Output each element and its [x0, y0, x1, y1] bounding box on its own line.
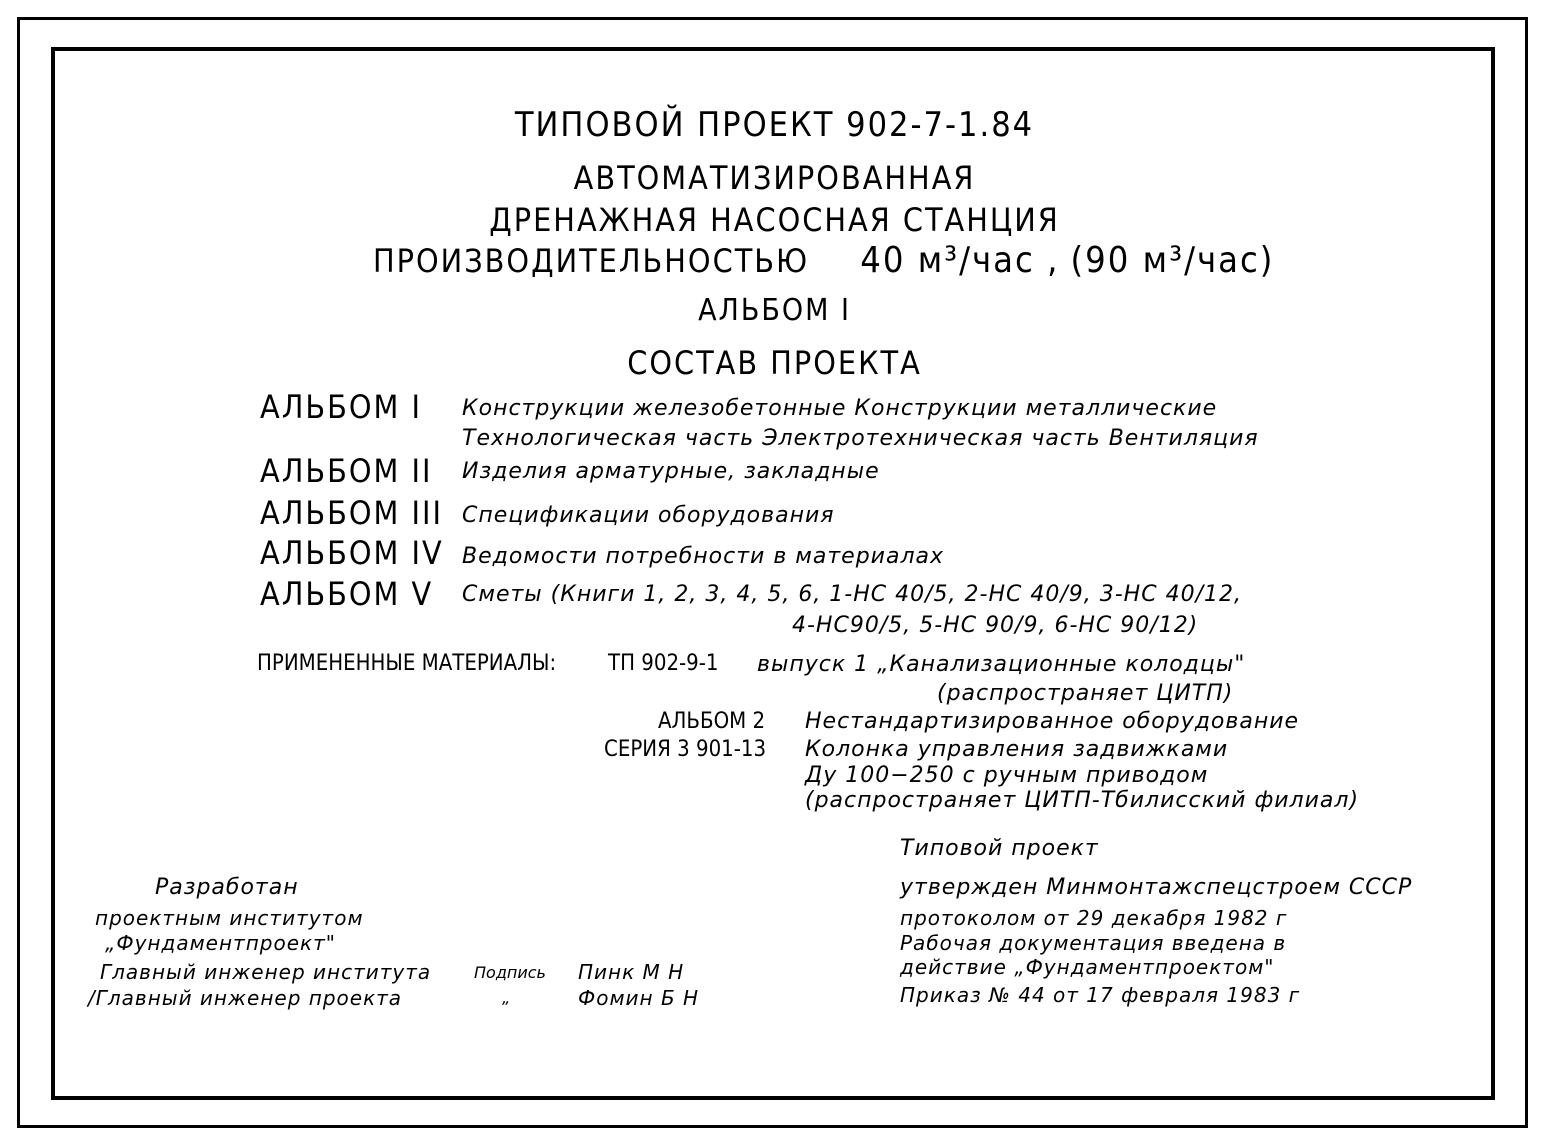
album-3-label: АЛЬБОМ III: [260, 494, 443, 532]
composition-heading: СОСТАВ ПРОЕКТА: [627, 344, 922, 382]
approval-line-6: Приказ № 44 от 17 февраля 1983 г: [900, 983, 1301, 1007]
album-5-text: Сметы (Книги 1, 2, 3, 4, 5, 6, 1-НС 40/5, 2-НС 40/9, 3-НС 40/12,: [462, 582, 1242, 607]
materials-issue-note: (распространяет ЦИТП): [937, 681, 1234, 706]
album-3-text: Спецификации оборудования: [462, 503, 835, 528]
title-line-3: [373, 240, 1275, 281]
materials-label: ПРИМЕНЕННЫЕ МАТЕРИАЛЫ:: [257, 651, 557, 676]
album-1-text-2: Технологическая часть Электротехническая часть Вентиляция: [462, 426, 1259, 451]
materials-issue: выпуск 1 „Канализационные колодцы": [757, 652, 1246, 677]
capacity-90: (90 м³/час): [1070, 240, 1275, 281]
developer-role-1: Главный инженер института: [100, 960, 432, 984]
project-number: ТИПОВОЙ ПРОЕКТ 902-7-1.84: [514, 105, 1035, 145]
approval-line-3: протоколом от 29 декабря 1982 г: [900, 906, 1288, 930]
album-1-label: АЛЬБОМ I: [260, 388, 422, 426]
developer-line-1: Разработан: [155, 875, 299, 900]
series-text-3: (распространяет ЦИТП-Тбилисский филиал): [805, 788, 1360, 813]
album-2-materials-label: АЛЬБОМ 2: [658, 709, 766, 734]
approval-line-4: Рабочая документация введена в: [900, 931, 1287, 955]
album-2-materials-text: Нестандартизированное оборудование: [805, 709, 1300, 734]
album-heading: АЛЬБОМ I: [698, 293, 851, 328]
name-1: Пинк М Н: [578, 960, 685, 984]
approval-line-1: Типовой проект: [900, 836, 1099, 861]
approval-line-2: утвержден Минмонтажспецстроем СССР: [900, 875, 1413, 900]
album-5-label: АЛЬБОМ V: [260, 575, 434, 613]
album-5-text-2: 4-НС90/5, 5-НС 90/9, 6-НС 90/12): [792, 613, 1199, 638]
title-line-1: АВТОМАТИЗИРОВАННАЯ: [573, 159, 976, 197]
signature-ditto: „: [502, 988, 512, 1007]
name-2: Фомин Б Н: [578, 986, 700, 1010]
series-label: СЕРИЯ 3 901-13: [604, 737, 767, 762]
developer-role-2: /Главный инженер проекта: [88, 986, 403, 1010]
capacity-40: 40 м³/час ,: [860, 240, 1060, 281]
approval-line-5: действие „Фундаментпроектом": [900, 955, 1275, 979]
album-4-text: Ведомости потребности в материалах: [462, 544, 945, 569]
developer-line-3: „Фундаментпроект": [105, 931, 336, 955]
developer-line-2: проектным институтом: [95, 906, 364, 930]
title-line-2: ДРЕНАЖНАЯ НАСОСНАЯ СТАНЦИЯ: [489, 201, 1060, 239]
series-text-2: Ду 100−250 с ручным приводом: [805, 763, 1209, 788]
album-1-text: Конструкции железобетонные Конструкции металлические: [462, 396, 1218, 421]
album-4-label: АЛЬБОМ IV: [260, 534, 444, 572]
album-2-text: Изделия арматурные, закладные: [462, 459, 880, 484]
capacity-label: ПРОИЗВОДИТЕЛЬНОСТЬЮ: [373, 242, 810, 280]
signature-label: Подпись: [474, 963, 546, 982]
album-2-label: АЛЬБОМ II: [260, 452, 433, 490]
materials-tp: ТП 902-9-1: [608, 651, 719, 676]
series-text-1: Колонка управления задвижками: [805, 737, 1229, 762]
